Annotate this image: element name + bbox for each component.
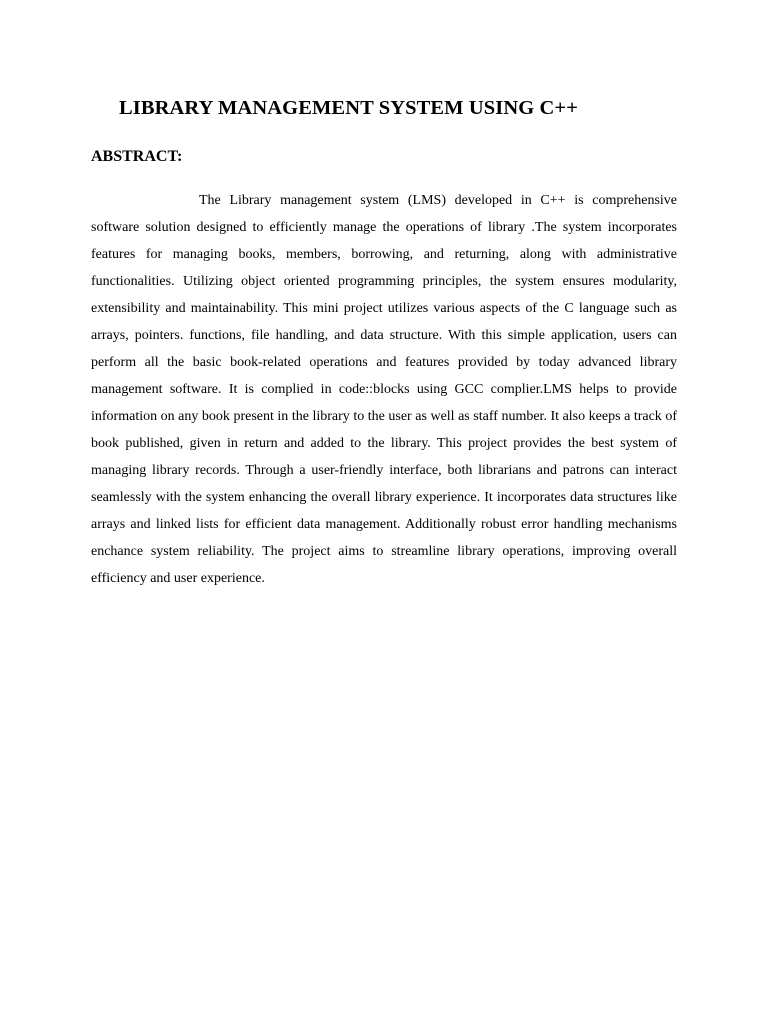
document-title: LIBRARY MANAGEMENT SYSTEM USING C++ [119,97,578,119]
abstract-paragraph: The Library management system (LMS) developed in C++ is comprehensive software solution designed to efficiently manage the operations of library .The system incorporates features for managing books, members, borrowing, and returning, along with administrative functionalities. Utilizing object oriented programming principles, the system ensures modularity, extensibility and maintainability. This mini project utilizes various aspects of the C language such as arrays, pointers. functions, file handling, and data structure. With this simple application, users can perform all the basic book-related operations and features provided by today advanced library management software. It is complied in code::blocks using GCC complier.LMS helps to provide information on any book present in the library to the user as well as staff number. It also keeps a track of book published, given in return and added to the library. This project provides the best system of managing library records. Through a user-friendly interface, both librarians and patrons can interact seamlessly with the system enhancing the overall library experience. It incorporates data structures like arrays and linked lists for efficient data management. Additionally robust error handling mechanisms enchance system reliability. The project aims to streamline library operations, improving overall efficiency and user experience. [91,193,677,586]
abstract-heading: ABSTRACT: [91,148,183,165]
